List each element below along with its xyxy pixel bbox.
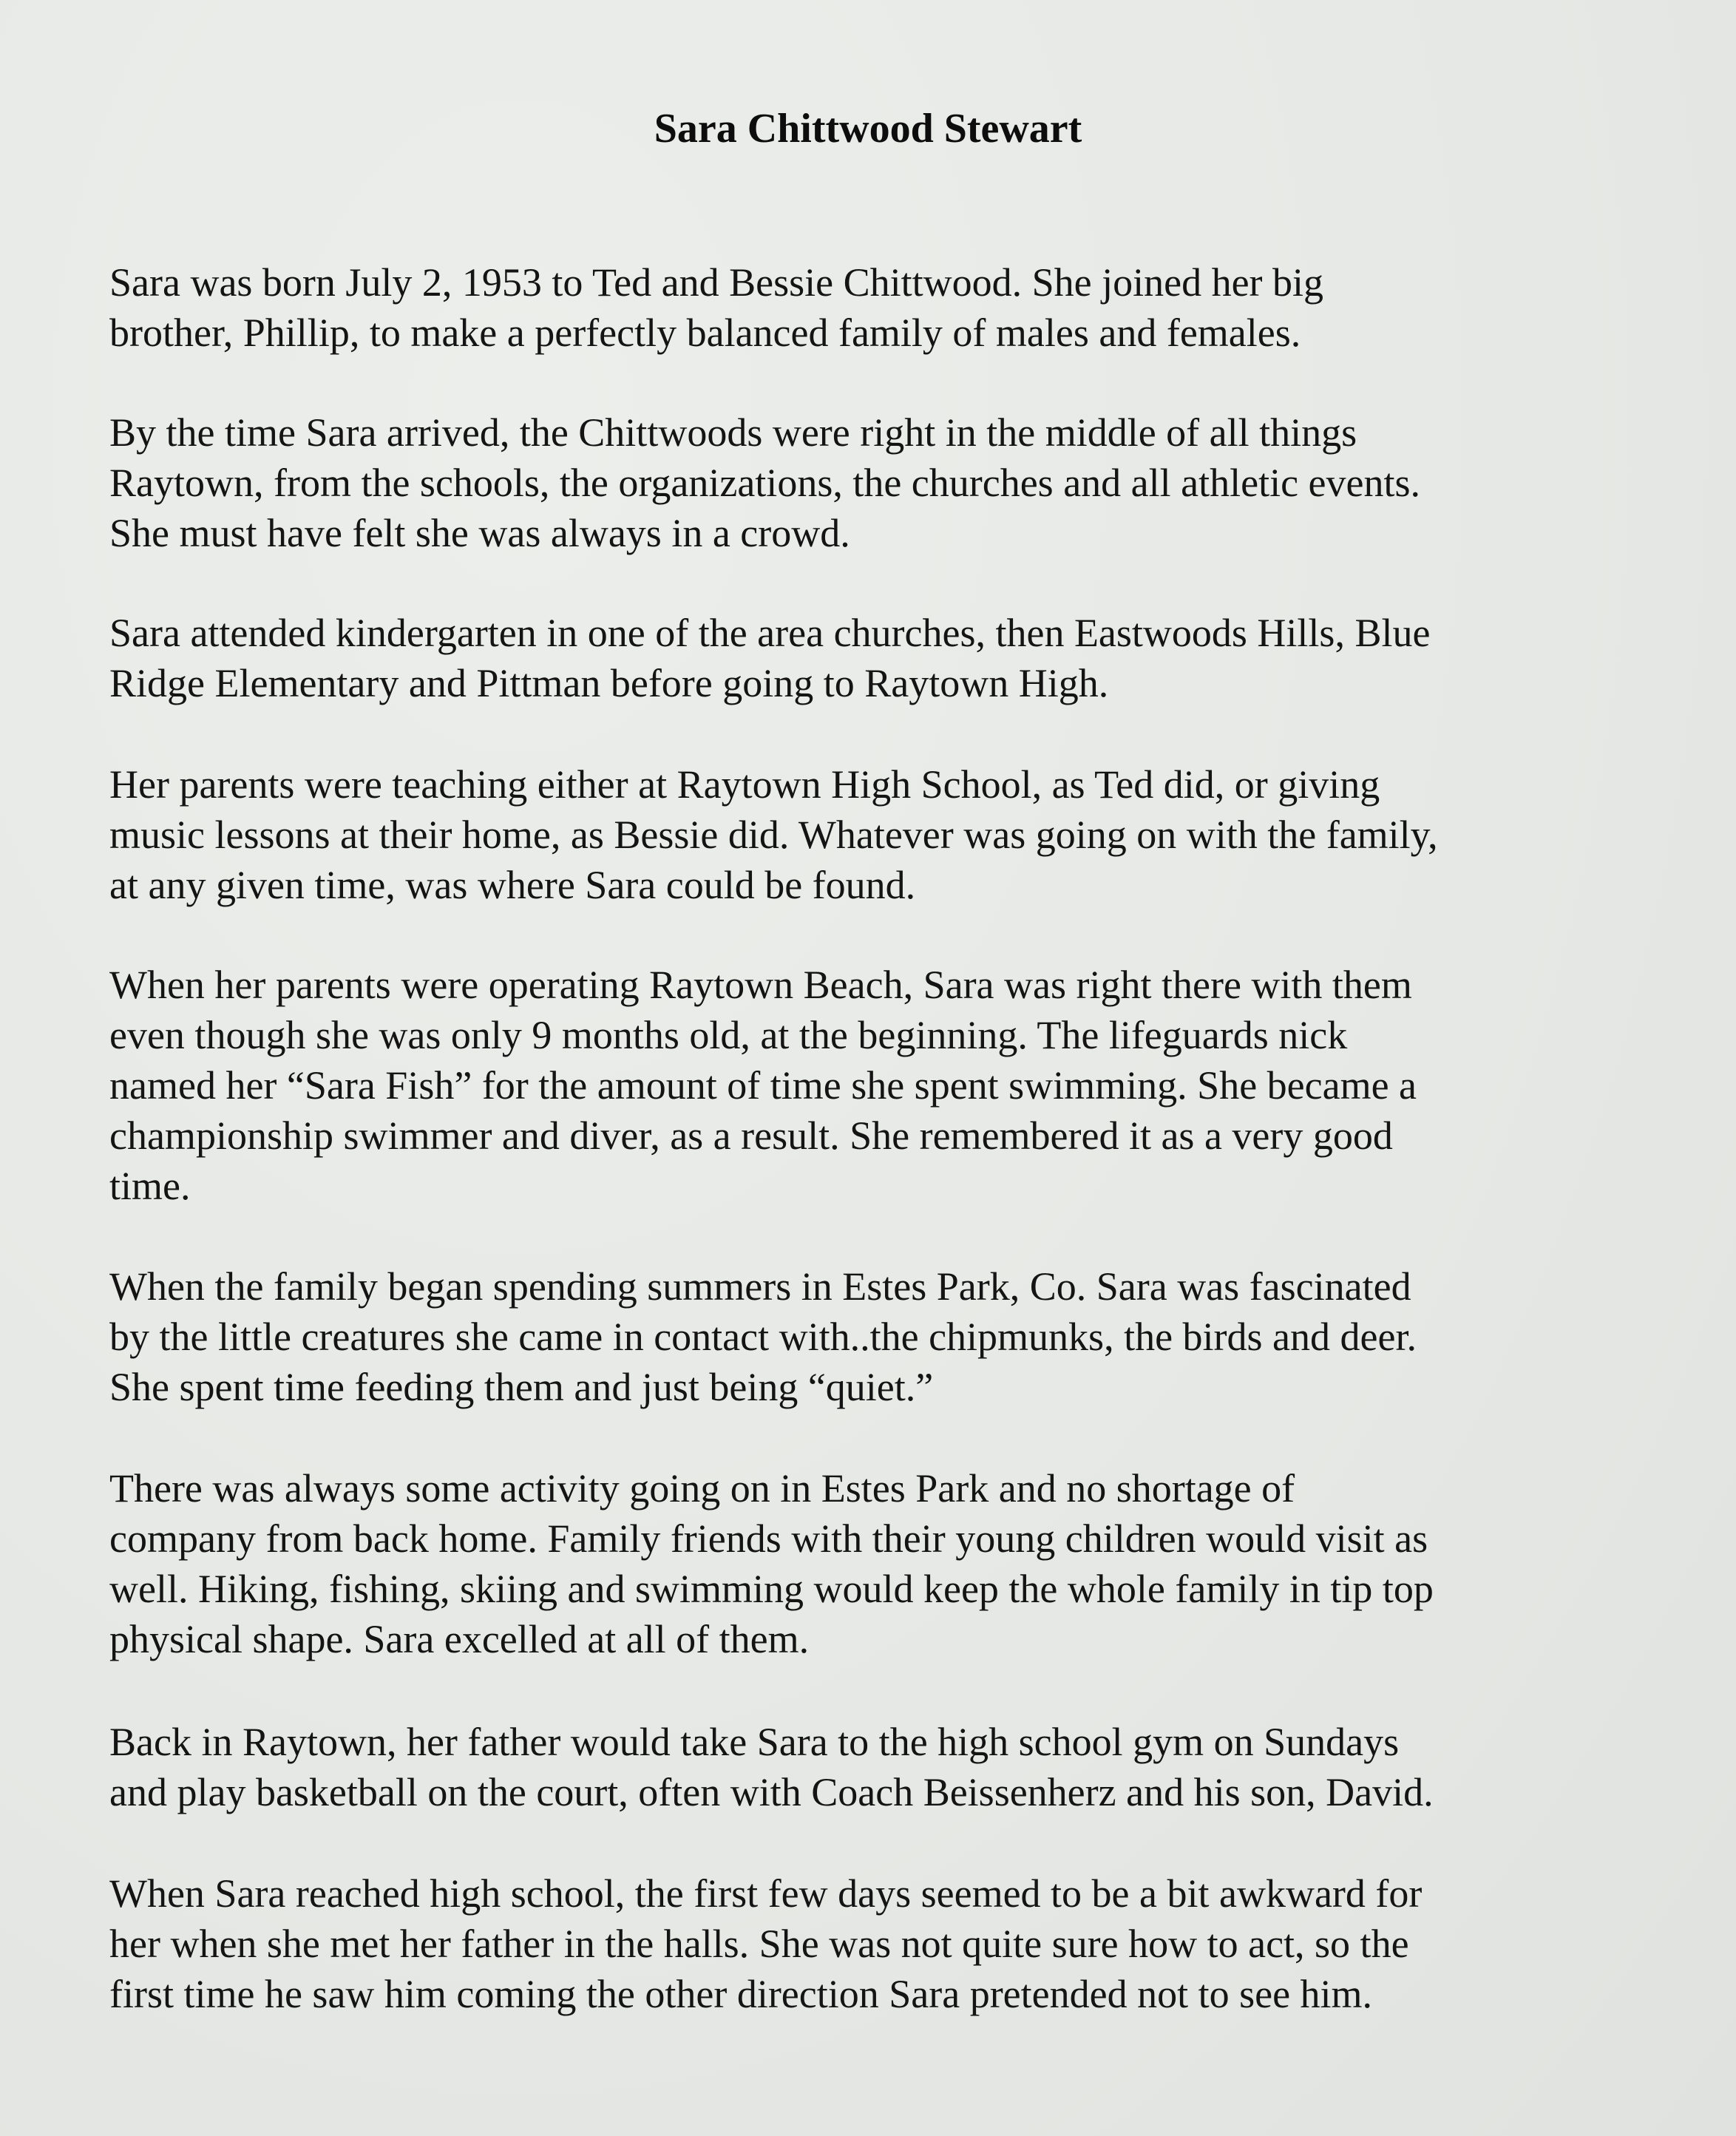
paragraph-line: There was always some activity going on in Estes Park and no shortage of [109,1466,1295,1511]
paragraph-line: and play basketball on the court, often with Coach Beissenherz and his son, David. [109,1770,1434,1814]
paragraph-line: her when she met her father in the halls. She was not quite sure how to act, so the [109,1922,1409,1966]
paragraph-line: time. [109,1164,191,1208]
paragraph-line: Back in Raytown, her father would take Sara to the high school gym on Sundays [109,1720,1400,1764]
paragraph-line: Sara attended kindergarten in one of the area churches, then Eastwoods Hills, Blue [109,611,1431,655]
paragraph-7 [109,1463,1655,1664]
paragraph-line: Sara was born July 2, 1953 to Ted and Bessie Chittwood. She joined her big [109,260,1324,305]
paragraph-4 [109,759,1655,910]
paragraph-line: championship swimmer and diver, as a result. She remembered it as a very good [109,1113,1393,1158]
paragraph-line: By the time Sara arrived, the Chittwoods were right in the middle of all things [109,410,1357,455]
paragraph-line: Raytown, from the schools, the organizations, the churches and all athletic events. [109,461,1421,505]
paragraph-2 [109,407,1655,558]
document-title: Sara Chittwood Stewart [654,106,1082,152]
paragraph-line: well. Hiking, fishing, skiing and swimming would keep the whole family in tip top [109,1567,1434,1611]
paragraph-line: physical shape. Sara excelled at all of them. [109,1617,810,1661]
paragraph-line: by the little creatures she came in contact with..the chipmunks, the birds and deer. [109,1315,1417,1359]
paragraph-line: at any given time, was where Sara could be found. [109,863,916,907]
paragraph-3 [109,608,1655,708]
paragraph-line: brother, Phillip, to make a perfectly balanced family of males and females. [109,311,1301,355]
paragraph-8 [109,1717,1655,1817]
paragraph-line: music lessons at their home, as Bessie did. Whatever was going on with the family, [109,813,1438,857]
paragraph-line: Ridge Elementary and Pittman before going to Raytown High. [109,661,1109,705]
paragraph-6 [109,1261,1655,1412]
paragraph-line: Her parents were teaching either at Raytown High School, as Ted did, or giving [109,762,1380,807]
paragraph-line: She spent time feeding them and just being “quiet.” [109,1365,934,1409]
paragraph-9 [109,1868,1655,2019]
paragraph-line: When her parents were operating Raytown Beach, Sara was right there with them [109,963,1412,1007]
paragraph-line: named her “Sara Fish” for the amount of time she spent swimming. She became a [109,1063,1417,1108]
paragraph-line: even though she was only 9 months old, at the beginning. The lifeguards nick [109,1013,1348,1057]
paragraph-line: company from back home. Family friends with their young children would visit as [109,1516,1428,1561]
paragraph-line: She must have felt she was always in a crowd. [109,511,850,555]
paragraph-line: When Sara reached high school, the first few days seemed to be a bit awkward for [109,1871,1423,1916]
paragraph-line: When the family began spending summers in Estes Park, Co. Sara was fascinated [109,1264,1411,1309]
paragraph-line: first time he saw him coming the other direction Sara pretended not to see him. [109,1972,1373,2016]
paragraph-1 [109,257,1655,358]
paragraph-5 [109,960,1655,1211]
